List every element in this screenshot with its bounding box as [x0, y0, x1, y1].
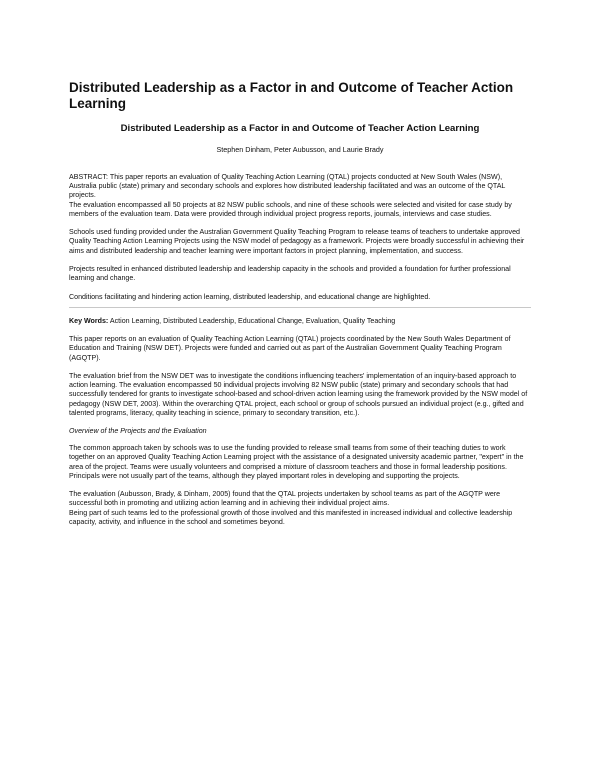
abstract-paragraph-5: Conditions facilitating and hindering action learning, distributed leadership, and educational change are highlighted. [69, 292, 431, 301]
body-paragraph-3: The common approach taken by schools was to use the funding provided to release small teams from some of their teaching duties to work together on an approved Quality Teaching Action Learning project with the assistance of a designated university academic partner, "expert" in the area of the project. Teams were usually volunteers and comprised a mixture of classroom teachers and those in formal leadership positions. Principals were not usually part of the teams, although they played important roles in developing and supporting the projects. [69, 444, 524, 480]
keywords [69, 317, 531, 326]
abstract-paragraph-4: Projects resulted in enhanced distributed leadership and leadership capacity in the schools and provided a foundation for further professional learning and change. [69, 265, 511, 283]
paper-title: Distributed Leadership as a Factor in and Outcome of Teacher Action Learning [120, 123, 480, 134]
body-paragraph-2: The evaluation brief from the NSW DET was to investigate the conditions influencing teachers' implementation of an inquiry-based approach to action learning. The evaluation encompassed 50 individual projects involving 82 NSW public (state) primary and secondary schools that had successfully tendered for grants to investigate school-based and school-driven action learning using the framework provided by the NSW model of pedagogy (NSW DET, 2003). Within the overarching QTAL project, each school or group of schools pursued an individual project (e.g., gifted and talented programs, literacy, quality teaching in science, primary to secondary transition, etc.). [69, 371, 528, 417]
document-title: Distributed Leadership as a Factor in and Outcome of Teacher Action Learning [69, 80, 514, 111]
keywords-text: Action Learning, Distributed Leadership, Educational Change, Evaluation, Quality Teaching [108, 316, 396, 325]
keywords-label: Key Words: [69, 316, 109, 325]
abstract-paragraph-1: ABSTRACT: This paper reports an evaluation of Quality Teaching Action Learning (QTAL) projects conducted at New South Wales (NSW), Australia public (state) primary and secondary schools and explores how distributed leadership facilitated and was an outcome of the QTAL projects. [69, 173, 506, 200]
authors: Stephen Dinham, Peter Aubusson, and Laurie Brady [216, 145, 384, 154]
document-page [69, 80, 531, 536]
section-divider [69, 307, 531, 308]
abstract-paragraph-2: The evaluation encompassed all 50 projects at 82 NSW public schools, and nine of these schools were selected and visited for case study by members of the evaluation team. Data were provided through individual project progress reports, journals, interviews and case studies. [69, 200, 512, 218]
section-heading: Overview of the Projects and the Evaluation [69, 427, 207, 436]
abstract-paragraph-3: Schools used funding provided under the Australian Government Quality Teaching Program to release teams of teachers to undertake approved Quality Teaching Action Learning Projects using the NSW model of pedagogy as a framework. Projects were broadly successful in achieving their aims and distributed leadership and teacher learning were important factors in project planning, implementation, and success. [69, 228, 525, 255]
abstract-section [69, 173, 531, 302]
body-paragraph-4: The evaluation (Aubusson, Brady, & Dinham, 2005) found that the QTAL projects undertaken by school teams as part of the AGQTP were successful both in promoting and utilizing action learning and in achieving their individual project aims. [69, 490, 501, 508]
body-paragraph-5: Being part of such teams led to the professional growth of those involved and this manifested in increased individual and collective leadership capacity, activity, and influence in the school and sometimes beyond. [69, 508, 513, 526]
body-paragraph-1: This paper reports on an evaluation of Quality Teaching Action Learning (QTAL) projects coordinated by the New South Wales Department of Education and Training (NSW DET). Projects were funded and carried out as part of the Australian Government Quality Teaching Program (AGQTP). [69, 335, 511, 362]
